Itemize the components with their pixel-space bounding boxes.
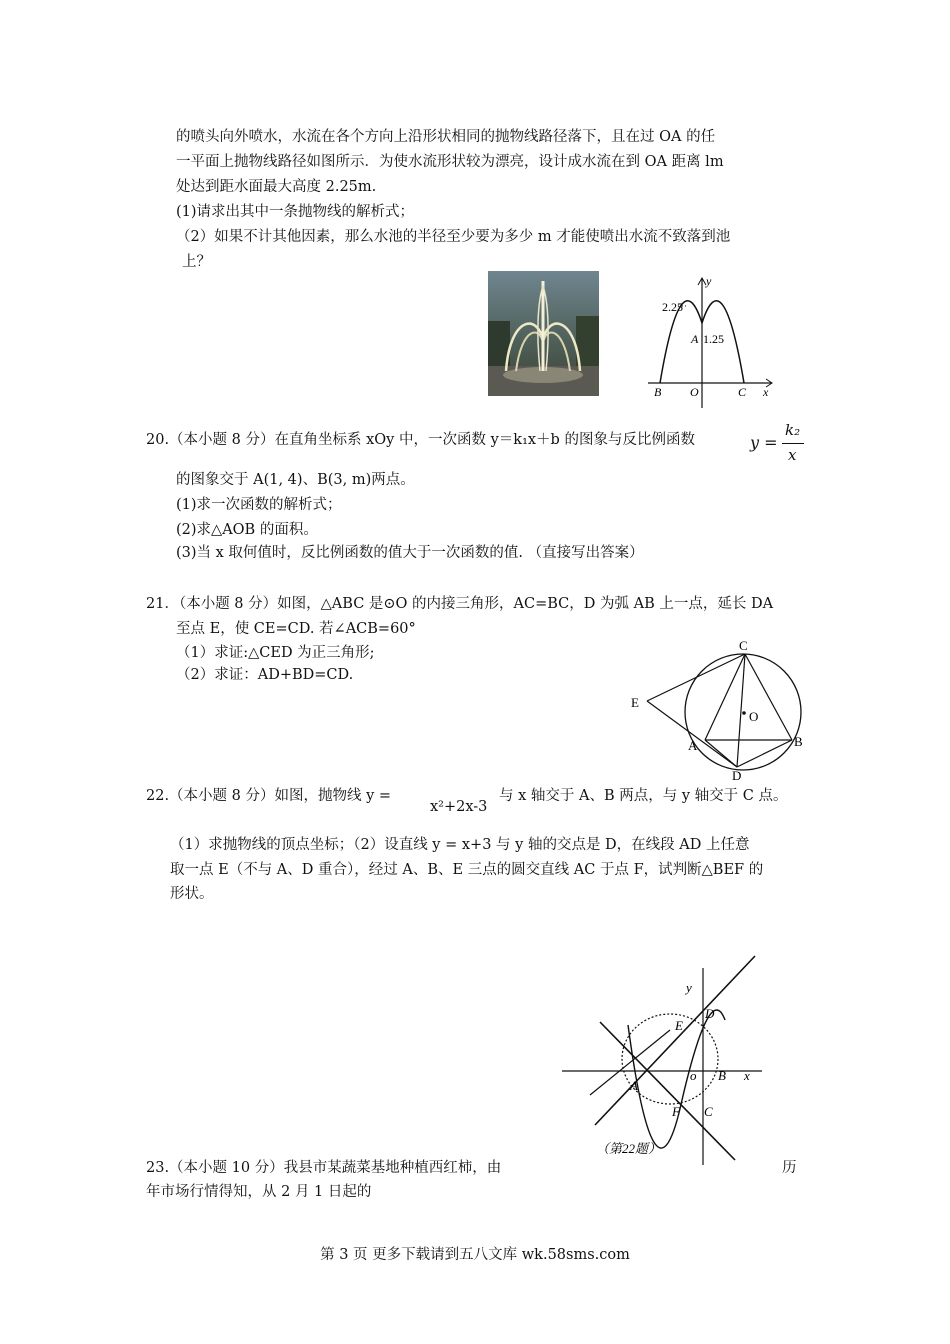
- label-b: B: [794, 734, 803, 749]
- q21-circle-figure: [625, 636, 815, 784]
- fig-label-a: A: [630, 1078, 638, 1093]
- q20-head: 20.（本小题 8 分）在直角坐标系 xOy 中，一次函数 y＝k₁x＋b 的图象与反比例函数: [146, 432, 695, 448]
- fig-label-d: D: [705, 1006, 715, 1021]
- graph-point-o: O: [690, 385, 699, 399]
- fig-label-b: B: [718, 1068, 726, 1083]
- graph-point-a: A: [691, 332, 699, 346]
- fig-y-label: y: [686, 980, 692, 995]
- q19-line-6: 上？: [182, 254, 211, 270]
- line-ac: [600, 1022, 735, 1160]
- q20-line-3: (2)求△AOB 的面积。: [176, 522, 318, 538]
- q21-line-3: （1）求证:△CED 为正三角形;: [176, 645, 375, 661]
- q22-line-1: （1）求抛物线的顶点坐标；（2）设直线 y = x+3 与 y 轴的交点是 D，在线段 AD 上任意: [170, 837, 750, 853]
- q21-line-1: 21．（本小题 8 分）如图，△ABC 是⊙O 的内接三角形，AC=BC，D 为弧 AB 上一点，延长 DA: [146, 596, 774, 612]
- q22-head: 22.（本小题 8 分）如图，抛物线 y =: [146, 788, 392, 804]
- fig-label-e: E: [675, 1018, 683, 1033]
- q19-line-5: （2）如果不计其他因素，那么水池的半径至少要为多少 m 才能使喷出水流不致落到池: [176, 229, 731, 245]
- label-o: O: [749, 709, 759, 724]
- fraction-bar: [782, 443, 804, 444]
- q19-line-1: 的喷头向外喷水，水流在各个方向上沿形状相同的抛物线路径落下，且在过 OA 的任: [176, 129, 716, 145]
- q20-line-4: (3)当 x 取何值时，反比例函数的值大于一次函数的值. （直接写出答案）: [176, 545, 644, 561]
- label-e: E: [631, 695, 639, 710]
- fig-label-c: C: [704, 1104, 713, 1119]
- parabola-fountain-graph: [640, 268, 780, 408]
- q19-line-4: (1)请求出其中一条抛物线的解析式；: [176, 204, 415, 220]
- q19-line-2: 一平面上抛物线路径如图所示．为使水流形状较为漂亮，设计成水流在到 OA 距离 lm: [176, 154, 724, 170]
- q20-formula: [750, 421, 810, 467]
- graph-x-label: x: [763, 385, 769, 399]
- fig-label-f: F: [672, 1104, 680, 1119]
- q20-line-2: (1)求一次函数的解析式；: [176, 497, 342, 513]
- label-c: C: [739, 638, 748, 653]
- page-footer: 第 3 页 更多下载请到五八文库 wk.58sms.com: [320, 1247, 630, 1263]
- q23-line-1-left: 23.（本小题 10 分）我县市某蔬菜基地种植西红柿，由: [146, 1160, 502, 1176]
- fig-label-o: o: [690, 1068, 697, 1083]
- formula-y: y =: [750, 433, 778, 452]
- graph-point-c: C: [738, 385, 747, 399]
- q20-line-1: 的图象交于 A(1, 4)、B(3, m)两点。: [176, 472, 415, 488]
- q22-formula: x²+2x-3: [430, 799, 488, 815]
- q22-parabola-figure: [560, 950, 780, 1165]
- graph-y-label: y: [706, 274, 712, 288]
- graph-peak-label: 2.25: [662, 300, 683, 314]
- fountain-photo: [488, 271, 599, 396]
- q22-line-3: 形状。: [170, 886, 214, 902]
- formula-numerator: k₂: [785, 421, 801, 439]
- q23-line-2: 年市场行情得知，从 2 月 1 日起的: [146, 1184, 372, 1200]
- q22-line-2: 取一点 E（不与 A、D 重合），经过 A、B、E 三点的圆交直线 AC 于点 F，试判断△BEF 的: [170, 862, 764, 878]
- center-dot: [742, 711, 746, 715]
- label-d: D: [732, 768, 742, 783]
- q19-line-3: 处达到距水面最大高度 2.25m.: [176, 179, 377, 195]
- fig-caption: （第22题）: [596, 1141, 662, 1156]
- graph-a-value: 1.25: [703, 332, 724, 346]
- formula-denominator: x: [788, 446, 797, 464]
- q22-tail: 与 x 轴交于 A、B 两点，与 y 轴交于 C 点。: [499, 788, 788, 804]
- graph-point-b: B: [654, 385, 662, 399]
- q21-line-2: 至点 E，使 CE=CD. 若∠ACB=60°: [176, 621, 416, 637]
- q23-line-1-right: 历: [782, 1160, 797, 1176]
- q21-line-4: （2）求证：AD+BD=CD.: [176, 667, 354, 683]
- fig-x-label: x: [744, 1068, 750, 1083]
- label-a: A: [688, 738, 698, 753]
